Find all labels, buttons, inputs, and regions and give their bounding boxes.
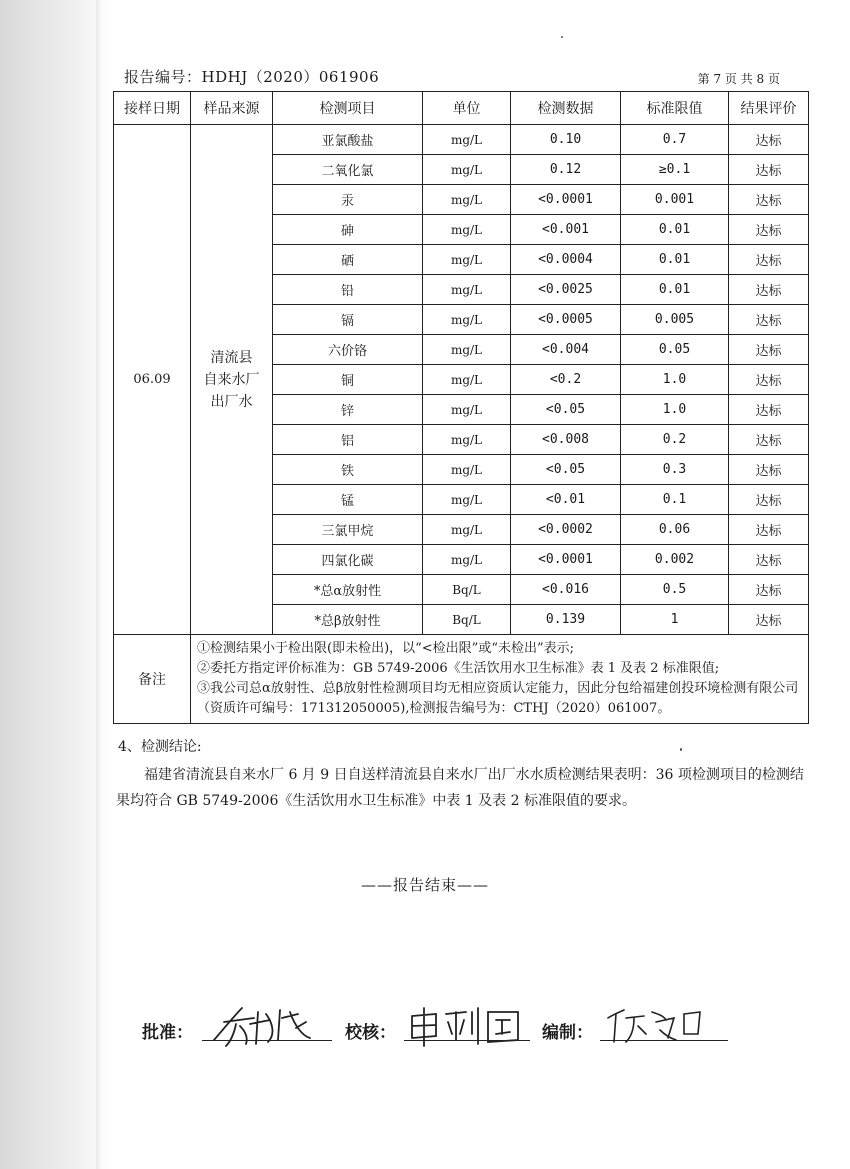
sample-source-line: 自来水厂 [203,371,260,388]
cell-limit: 0.05 [621,335,729,365]
col-header-date: 接样日期 [114,92,191,125]
cell-value: <0.0005 [511,305,621,335]
cell-item: 二氧化氯 [273,155,423,185]
cell-item: 铁 [273,455,423,485]
table-row [114,125,809,155]
col-header-value: 检测数据 [511,92,621,125]
cell-limit: 0.01 [621,275,729,305]
cell-value: <0.001 [511,215,621,245]
cell-unit: mg/L [423,515,511,545]
cell-item: 四氯化碳 [273,545,423,575]
cell-item: 六价铬 [273,335,423,365]
remarks-text [191,635,809,724]
compile-label: 编制： [542,1023,593,1043]
cell-limit: 1 [621,605,729,635]
approve-label: 批准： [142,1023,193,1043]
cell-value: <0.008 [511,425,621,455]
cell-unit: mg/L [423,545,511,575]
report-number: 报告编号：HDHJ（2020）061906 [124,68,380,86]
signature-row [142,1010,742,1060]
sample-date: 06.09 [114,125,191,635]
col-header-result: 结果评价 [729,92,809,125]
cell-unit: Bq/L [423,575,511,605]
cell-result: 达标 [729,395,809,425]
cell-unit: mg/L [423,125,511,155]
remark-line: ③我公司总α放射性、总β放射性检测项目均无相应资质认定能力，因此分包给福建创投环境检测有限公司（资质许可编号：171312050005),检测报告编号为：CTHJ（2020）061007。 [197,681,799,716]
cell-result: 达标 [729,605,809,635]
col-header-unit: 单位 [423,92,511,125]
cell-value: <0.05 [511,455,621,485]
cell-unit: mg/L [423,335,511,365]
cell-result: 达标 [729,125,809,155]
cell-limit: ≥0.1 [621,155,729,185]
cell-value: 0.12 [511,155,621,185]
cell-value: <0.0001 [511,185,621,215]
table-header-row [114,92,809,125]
cell-result: 达标 [729,335,809,365]
remark-line: ①检测结果小于检出限(即未检出)，以“<检出限”或“未检出”表示; [197,641,575,656]
cell-limit: 0.002 [621,545,729,575]
cell-unit: mg/L [423,215,511,245]
cell-value: <0.01 [511,485,621,515]
cell-unit: mg/L [423,275,511,305]
cell-unit: mg/L [423,155,511,185]
cell-result: 达标 [729,515,809,545]
cell-item: 砷 [273,215,423,245]
cell-unit: mg/L [423,245,511,275]
cell-value: <0.2 [511,365,621,395]
check-handwritten-signature [406,1004,531,1049]
cell-unit: mg/L [423,305,511,335]
cell-item: *总α放射性 [273,575,423,605]
cell-value: <0.0025 [511,275,621,305]
cell-value: <0.0001 [511,545,621,575]
sample-source [191,125,273,635]
cell-value: <0.016 [511,575,621,605]
cell-item: 硒 [273,245,423,275]
sample-source-line: 清流县 [210,349,253,366]
compile-handwritten-signature [604,1004,714,1049]
cell-limit: 0.3 [621,455,729,485]
cell-result: 达标 [729,575,809,605]
cell-limit: 0.005 [621,305,729,335]
conclusion-text: 福建省清流县自来水厂 6 月 9 日自送样清流县自来水厂出厂水水质检测结果表明：36 项检测项目的检测结果均符合 GB 5749-2006《生活饮用水卫生标准》中表 1 及表 2 标准限值的要求。 [116,767,804,809]
remarks-row [114,635,809,724]
conclusion-title: 4、检测结论: [118,739,202,755]
cell-item: 亚氯酸盐 [273,125,423,155]
cell-value: 0.139 [511,605,621,635]
page-number: 第 7 页 共 8 页 [697,72,780,86]
cell-limit: 0.01 [621,245,729,275]
col-header-source: 样品来源 [191,92,273,125]
cell-item: 镉 [273,305,423,335]
cell-result: 达标 [729,185,809,215]
cell-value: <0.004 [511,335,621,365]
cell-value: <0.0002 [511,515,621,545]
cell-limit: 0.2 [621,425,729,455]
check-label: 校核： [345,1023,396,1043]
cell-limit: 0.1 [621,485,729,515]
cell-limit: 0.06 [621,515,729,545]
cell-result: 达标 [729,305,809,335]
report-end-mark: ——报告结束—— [360,876,489,894]
cell-unit: mg/L [423,395,511,425]
cell-value: <0.0004 [511,245,621,275]
cell-unit: mg/L [423,425,511,455]
cell-limit: 0.5 [621,575,729,605]
cell-item: 铜 [273,365,423,395]
cell-value: 0.10 [511,125,621,155]
cell-result: 达标 [729,365,809,395]
scan-speck [680,748,682,751]
cell-item: 三氯甲烷 [273,515,423,545]
remark-line: ②委托方指定评价标准为：GB 5749-2006《生活饮用水卫生标准》表 1 及表 2 标准限值; [197,661,720,676]
cell-result: 达标 [729,425,809,455]
cell-result: 达标 [729,215,809,245]
col-header-limit: 标准限值 [621,92,729,125]
cell-limit: 1.0 [621,365,729,395]
cell-limit: 0.7 [621,125,729,155]
cell-limit: 1.0 [621,395,729,425]
cell-unit: mg/L [423,485,511,515]
approve-handwritten-signature [206,1004,331,1049]
results-table [113,91,809,724]
sample-source-line: 出厂水 [210,393,253,410]
cell-result: 达标 [729,275,809,305]
cell-item: 铅 [273,275,423,305]
cell-unit: Bq/L [423,605,511,635]
remarks-label: 备注 [114,635,191,724]
col-header-item: 检测项目 [273,92,423,125]
cell-value: <0.05 [511,395,621,425]
cell-item: 铝 [273,425,423,455]
cell-limit: 0.001 [621,185,729,215]
cell-result: 达标 [729,485,809,515]
cell-unit: mg/L [423,455,511,485]
table-body [114,125,809,724]
cell-result: 达标 [729,545,809,575]
cell-unit: mg/L [423,365,511,395]
cell-result: 达标 [729,245,809,275]
cell-item: 汞 [273,185,423,215]
cell-item: 锌 [273,395,423,425]
cell-unit: mg/L [423,185,511,215]
cell-item: 锰 [273,485,423,515]
cell-item: *总β放射性 [273,605,423,635]
cell-limit: 0.01 [621,215,729,245]
cell-result: 达标 [729,155,809,185]
cell-result: 达标 [729,455,809,485]
scan-speck [561,36,563,38]
